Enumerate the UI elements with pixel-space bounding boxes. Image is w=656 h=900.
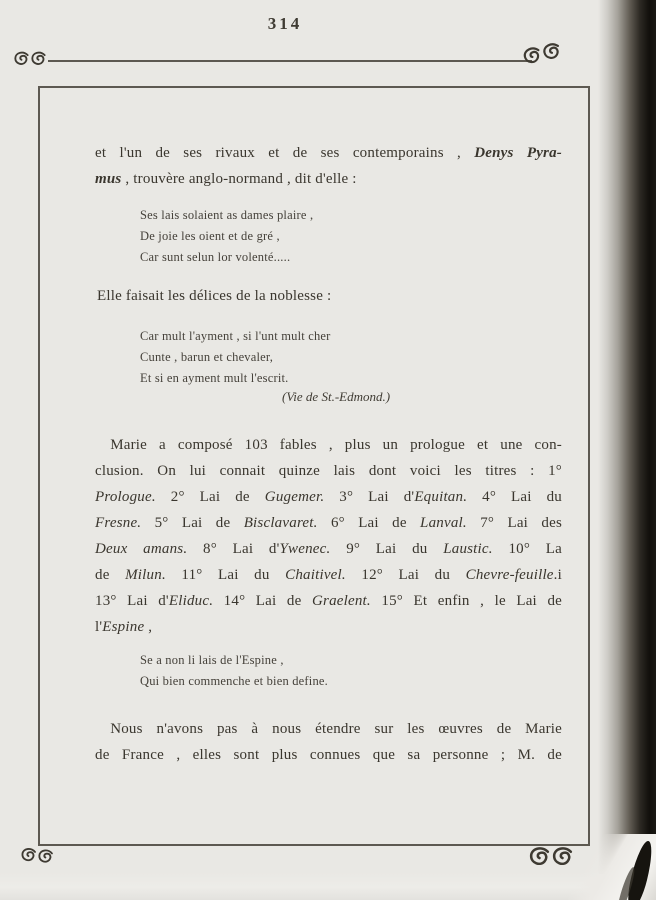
paragraph-closing <box>95 716 562 768</box>
text-line: de France , elles sont plus connues que sa personne ; M. de <box>95 747 562 763</box>
corner-flourish-top-left-icon <box>13 49 47 69</box>
quote-attribution: (Vie de St.-Edmond.) <box>282 389 391 404</box>
text-line: mus , trouvère anglo-normand , dit d'elle : <box>95 171 357 187</box>
text-line: l'Espine , <box>95 619 153 635</box>
text-line: et l'un de ses rivaux et de ses contemporains , Denys Pyra- <box>95 145 562 161</box>
header-rule <box>48 60 532 62</box>
text-line: Et si en ayment mult l'escrit. <box>140 371 289 385</box>
text-line: Ses lais solaient as dames plaire , <box>140 208 314 222</box>
text-line: De joie les oient et de gré , <box>140 229 280 243</box>
text-line: Qui bien commenche et bien define. <box>140 674 328 688</box>
corner-flourish-bottom-right-icon <box>528 842 574 872</box>
book-edge-shadow <box>598 0 656 874</box>
text-line: Marie a composé 103 fables , plus un prologue et une con- <box>95 437 562 453</box>
corner-flourish-bottom-left-icon <box>19 844 55 869</box>
page-number: 314 <box>267 14 303 33</box>
text-line: Car sunt selun lor volenté..... <box>140 250 291 264</box>
text-line: clusion. On lui connait quinze lais dont voici les titres : 1° <box>95 463 562 479</box>
scan-bottom-edge <box>0 872 656 900</box>
text-line: Cunte , barun et chevaler, <box>140 350 274 364</box>
text-line: de Milun. 11° Lai du Chaitivel. 12° Lai du Chevre-feuille.i <box>95 567 562 583</box>
text-line: 13° Lai d'Eliduc. 14° Lai de Graelent. 15° Et enfin , le Lai de <box>95 593 562 609</box>
text-line: Prologue. 2° Lai de Gugemer. 3° Lai d'Equitan. 4° Lai du <box>95 489 562 505</box>
paragraph-delices <box>97 283 564 309</box>
paragraph-lais-list <box>95 432 562 640</box>
corner-flourish-top-right-icon <box>520 38 564 70</box>
verse-quote-1 <box>140 205 313 268</box>
paragraph-intro <box>95 140 562 192</box>
verse-quote-3 <box>140 650 328 692</box>
text-line: Deux amans. 8° Lai d'Ywenec. 9° Lai du Laustic. 10° La <box>95 541 562 557</box>
verse-quote-2 <box>140 326 331 389</box>
text-line: Nous n'avons pas à nous étendre sur les œuvres de Marie <box>95 721 562 737</box>
text-line: Se a non li lais de l'Espine , <box>140 653 284 667</box>
text-line: Car mult l'ayment , si l'unt mult cher <box>140 329 331 343</box>
text-line: Fresne. 5° Lai de Bisclavaret. 6° Lai de Lanval. 7° Lai des <box>95 515 562 531</box>
text-line: Elle faisait les délices de la noblesse : <box>97 288 332 304</box>
